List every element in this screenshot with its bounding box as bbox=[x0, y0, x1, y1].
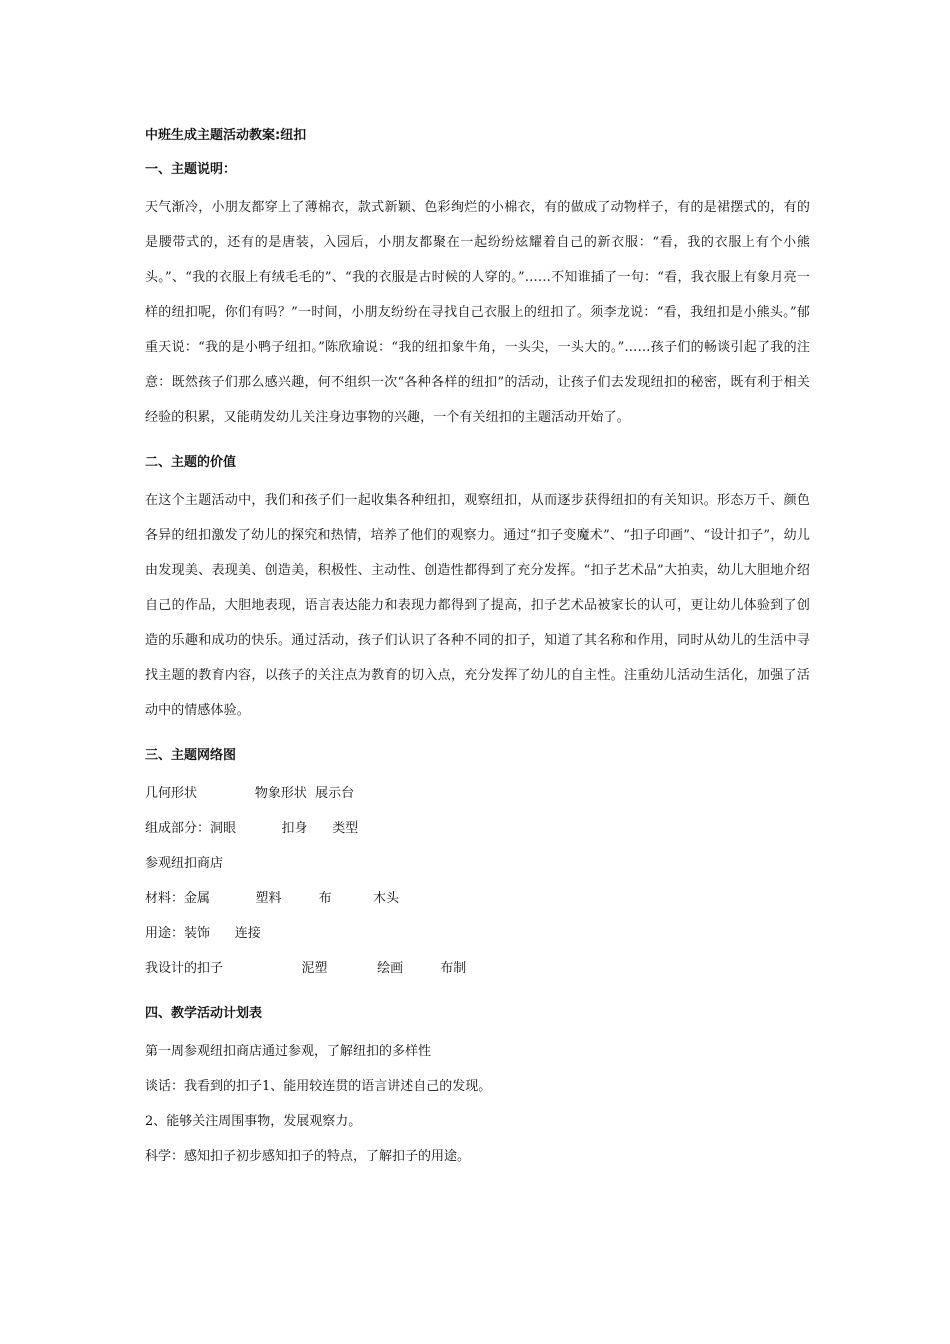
document-title: 中班生成主题活动教案:纽扣 bbox=[145, 128, 307, 143]
section-heading-theme-description: 一、主题说明： bbox=[145, 162, 237, 177]
network-row: 我设计的扣子 泥塑 绘画 布制 bbox=[145, 961, 467, 976]
plan-row: 2、能够关注周围事物，发展观察力。 bbox=[145, 1114, 362, 1129]
plan-row: 谈话：我看到的扣子1、能用较连贯的语言讲述自己的发现。 bbox=[145, 1079, 492, 1094]
section-paragraph-theme-value: 在这个主题活动中，我们和孩子们一起收集各种纽扣，观察纽扣，从而逐步获得纽扣的有关知识。形态万千、颜色各异的纽扣激发了幼儿的探究和热情，培养了他们的观察力。通过“扣子变魔术”、“扣子印画”、“设计扣子”，幼儿由发现美、表现美、创造美，积极性、主动性、创造性都得到了充分发挥。“扣子艺术品”大拍卖，幼儿大胆地介绍自己的作品，大胆地表现，语言表达能力和表现力都得到了提高，扣子艺术品被家长的认可，更让幼儿体验到了创造的乐趣和成功的快乐。通过活动，孩子们认识了各种不同的扣子，知道了其名称和作用，同时从幼儿的生活中寻找主题的教育内容，以孩子的关注点为教育的切入点，充分发挥了幼儿的自主性。注重幼儿活动生活化，加强了活动中的情感体验。 bbox=[145, 493, 810, 718]
section-heading-theme-value: 二、主题的价值 bbox=[145, 455, 237, 470]
plan-row: 第一周参观纽扣商店通过参观，了解纽扣的多样性 bbox=[145, 1044, 432, 1059]
section-spacer bbox=[145, 435, 810, 453]
document-page bbox=[145, 126, 810, 1174]
network-row: 用途：装饰 连接 bbox=[145, 926, 261, 941]
network-row: 几何形状 物象形状 展示台 bbox=[145, 786, 355, 801]
section-paragraph-theme-description: 天气渐冷，小朋友都穿上了薄棉衣，款式新颖、色彩绚烂的小棉衣，有的做成了动物样子，有的是裙摆式的，有的是腰带式的，还有的是唐装，入园后，小朋友都聚在一起纷纷炫耀着自己的新衣服：“看，我的衣服上有个小熊头。”、“我的衣服上有绒毛毛的”、“我的衣服是古时候的人穿的。”……不知谁插了一句：“看，我衣服上有象月亮一样的纽扣呢，你们有吗？”一时间，小朋友纷纷在寻找自己衣服上的纽扣了。须李龙说：“看，我纽扣是小熊头。”郁重天说：“我的是小鸭子纽扣。”陈欣瑜说：“我的纽扣象牛角，一头尖，一头大的。”……孩子们的畅谈引起了我的注意：既然孩子们那么感兴趣，何不组织一次“各种各样的纽扣”的活动，让孩子们去发现纽扣的秘密，既有利于相关经验的积累，又能萌发幼儿关注身边事物的兴趣，一个有关纽扣的主题活动开始了。 bbox=[145, 200, 810, 425]
section-heading-theme-network: 三、主题网络图 bbox=[145, 748, 237, 763]
network-row: 材料：金属 塑料 布 木头 bbox=[145, 891, 399, 906]
network-row: 参观纽扣商店 bbox=[145, 856, 224, 871]
plan-row: 科学：感知扣子初步感知扣子的特点，了解扣子的用途。 bbox=[145, 1149, 471, 1164]
section-heading-activity-plan: 四、教学活动计划表 bbox=[145, 1006, 263, 1021]
network-row: 组成部分：洞眼 扣身 类型 bbox=[145, 821, 359, 836]
section-spacer bbox=[145, 986, 810, 1004]
section-spacer bbox=[145, 728, 810, 746]
